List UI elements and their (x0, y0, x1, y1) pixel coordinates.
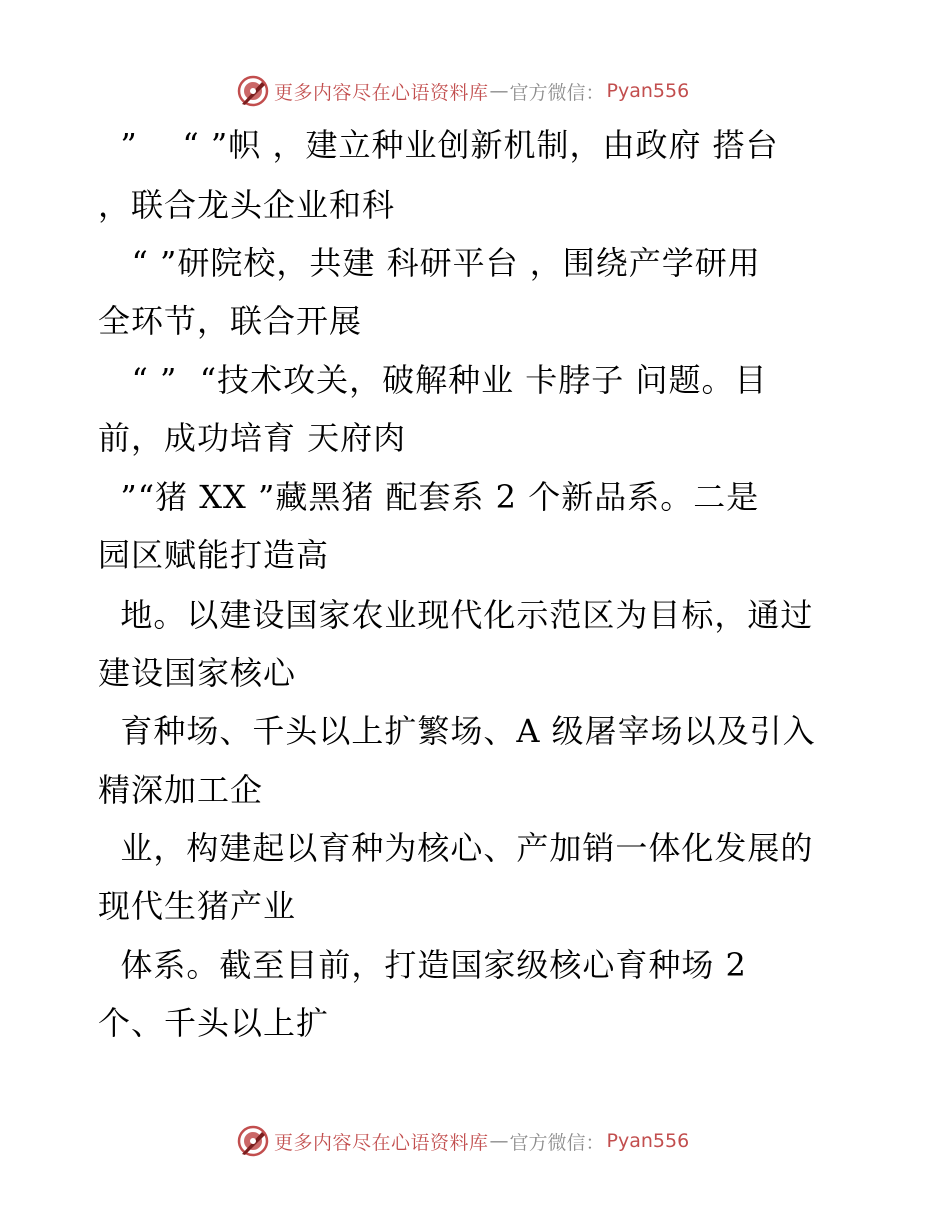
text-line: 育种场、千头以上扩繁场、A 级屠宰场以及引入 (98, 712, 816, 750)
watermark-separator: — (489, 80, 509, 102)
watermark-site-text: 更多内容尽在心语资料库 (274, 1131, 489, 1154)
text-line: “ ” “技术攻关，破解种业 卡脖子 问题。目 (98, 361, 768, 399)
text-line: 全环节，联合开展 (98, 302, 363, 340)
watermark-wechat-id: Pyan556 (606, 80, 690, 102)
text-line: 体系。截至目前，打造国家级核心育种场 2 (98, 946, 747, 984)
watermark-site-text: 更多内容尽在心语资料库 (274, 81, 489, 104)
text-line: 前，成功培育 天府肉 (98, 419, 407, 457)
text-line: 业，构建起以育种为核心、产加销一体化发展的 (98, 829, 814, 867)
quill-seal-icon (236, 1124, 270, 1158)
text-line: 精深加工企 (98, 771, 264, 809)
footer-watermark (236, 1124, 689, 1158)
text-line: 个、千头以上扩 (98, 1004, 330, 1042)
watermark-wechat-id: Pyan556 (606, 1130, 690, 1152)
text-line: 地。以建设国家农业现代化示范区为目标，通过 (98, 596, 814, 634)
text-line: “ ”研院校，共建 科研平台 ，围绕产学研用 (98, 244, 761, 282)
text-line: ”“猪 XX ”藏黑猪 配套系 2 个新品系。二是 (98, 478, 760, 516)
header-watermark (236, 74, 689, 108)
quill-seal-icon (236, 74, 270, 108)
text-line: ，联合龙头企业和科 (98, 186, 396, 224)
text-line: ” “ ”帜 ，建立种业创新机制，由政府 搭台 (98, 126, 779, 164)
text-line: 建设国家核心 (98, 654, 297, 692)
watermark-wechat-label: 官方微信： (509, 1131, 605, 1154)
text-line: 现代生猪产业 (98, 887, 297, 925)
watermark-wechat-label: 官方微信： (509, 81, 605, 104)
text-line: 园区赋能打造高 (98, 536, 330, 574)
watermark-separator: — (489, 1130, 509, 1152)
